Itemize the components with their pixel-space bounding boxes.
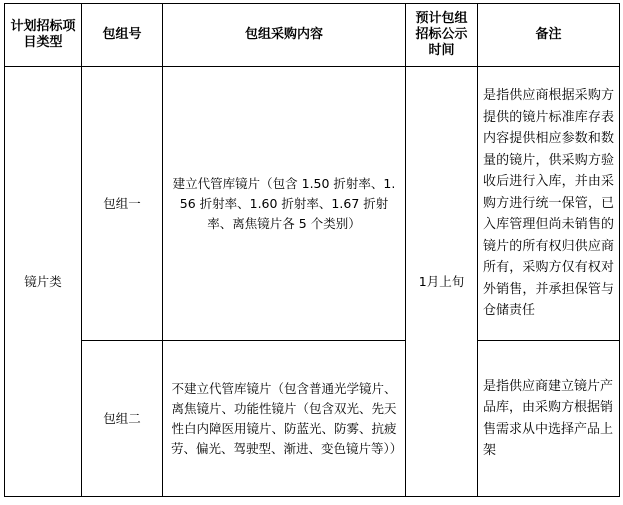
group-name-cell: 包组二 [82, 341, 163, 497]
procurement-table [4, 3, 620, 497]
header-note: 备注 [478, 4, 620, 67]
header-row [5, 4, 620, 67]
group-name-cell: 包组一 [82, 67, 163, 341]
header-announce-time: 预计包组招标公示时间 [406, 4, 478, 67]
header-group-number: 包组号 [82, 4, 163, 67]
header-group-content: 包组采购内容 [163, 4, 406, 67]
table-row [5, 341, 620, 497]
group-content-cell: 建立代管库镜片（包含 1.50 折射率、1.56 折射率、1.60 折射率、1.67 折射率、离焦镜片各 5 个类别） [163, 67, 406, 341]
table-row [5, 67, 620, 341]
note-cell: 是指供应商根据采购方提供的镜片标准库存表内容提供相应参数和数量的镜片，供采购方验收后进行入库，并由采购方进行统一保管，已入库管理但尚未销售的镜片的所有权归供应商所有，采购方仅有权对外销售，并承担保管与仓储责任 [478, 67, 620, 341]
category-cell: 镜片类 [5, 67, 82, 497]
announce-time-cell: 1月上旬 [406, 67, 478, 497]
header-project-type: 计划招标项目类型 [5, 4, 82, 67]
group-content-cell: 不建立代管库镜片（包含普通光学镜片、离焦镜片、功能性镜片（包含双光、先天性白内障医用镜片、防蓝光、防雾、抗疲劳、偏光、驾驶型、渐进、变色镜片等）） [163, 341, 406, 497]
note-cell: 是指供应商建立镜片产品库，由采购方根据销售需求从中选择产品上架 [478, 341, 620, 497]
